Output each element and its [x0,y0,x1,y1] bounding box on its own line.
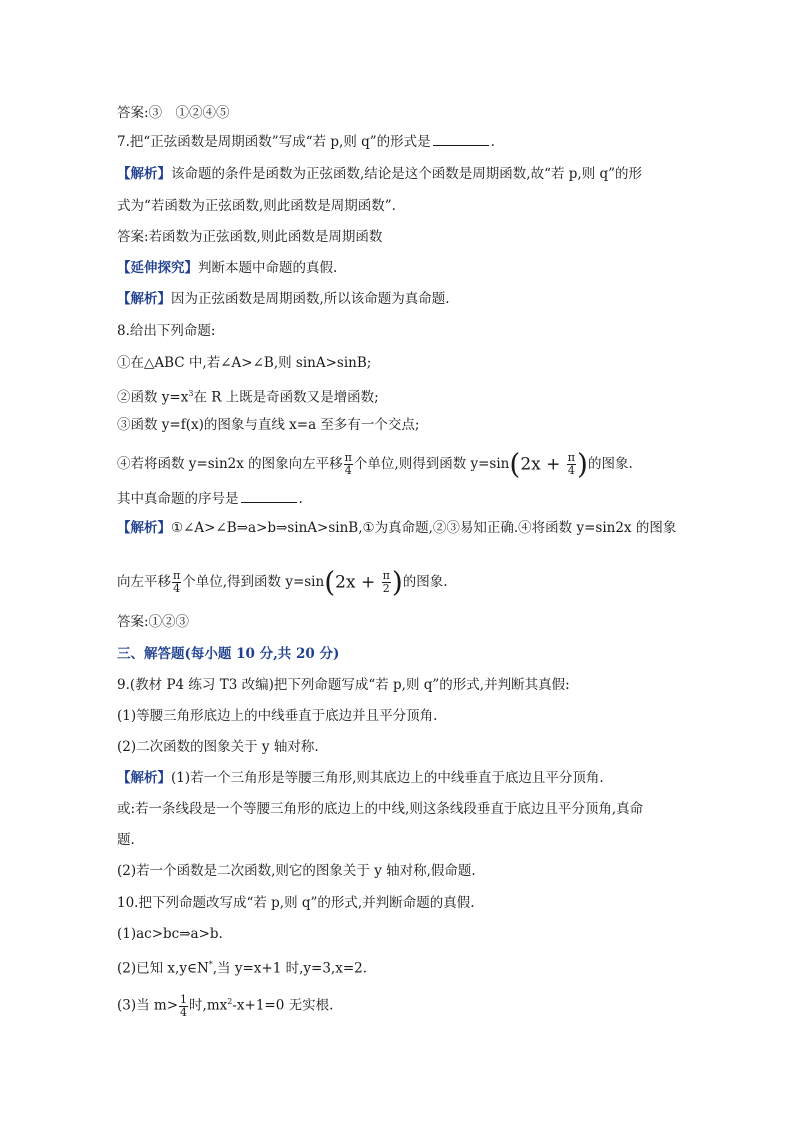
q9-analysis-1 [117,768,684,788]
right-paren: ) [391,565,403,599]
q8-analysis-line-1 [117,518,684,538]
q7-extend-analysis [117,289,684,309]
item-text: (3)当 m> [117,997,179,1014]
answer-label: 答案: [117,229,149,245]
prompt-end: . [298,491,303,507]
question-end: . [490,134,495,150]
analysis-tag: 【解析】 [117,520,171,536]
q10-item-3 [117,992,684,1019]
answer-label: 答案: [117,614,149,630]
q8-item-4 [117,447,684,481]
answer-value: 若函数为正弦函数,则此函数是周期函数 [148,229,383,245]
q10-item-1: (1)ac>bc⇒a>b. [117,926,223,942]
extend-text: 判断本题中命题的真假. [198,260,338,276]
analysis-tag: 【解析】 [117,291,171,307]
analysis-text: 个单位,得到函数 y=sin [182,574,325,590]
item-text: 的图象. [587,456,633,472]
q7-answer [117,227,684,247]
q8-item-1: ①在△ABC 中,若∠A>∠B,则 sinA>sinB; [117,355,372,371]
q8-title: 8.给出下列命题: [117,323,216,339]
item-text: ④若将函数 y=sin2x 的图象向左平移 [117,456,343,472]
superscript: * [208,960,213,969]
answer-label: 答案: [117,105,149,121]
answer-blank[interactable] [241,488,297,503]
analysis-tag: 【解析】 [117,166,171,182]
fraction-pi-over-2: $\frac{\pi}{2}$ [382,569,390,595]
q10-item-2 [117,955,684,979]
q9-item-2: (2)二次函数的图象关于 y 轴对称. [117,739,319,755]
q8-item-2 [117,384,684,408]
analysis-text: (1)若一个三角形是等腰三角形,则其底边上的中线垂直于底边且平分顶角. [171,770,604,786]
item-text: 时,mx [189,997,228,1014]
answer-value: ③ ①②④⑤ [148,105,230,121]
q7-analysis-line-1 [117,164,684,184]
q8-analysis-line-2 [117,565,684,599]
item-text: 在 R 上既是奇函数又是增函数; [193,389,379,406]
answer-6 [117,103,684,123]
q8-prompt [117,488,684,509]
question-number: 7. [117,134,130,150]
q9-analysis-2b: 题. [117,832,135,848]
superscript: 3 [188,389,194,398]
answer-value: ①②③ [148,614,190,630]
q9-title: 9.(教材 P4 练习 T3 改编)把下列命题写成“若 p,则 q”的形式,并判断其真假: [117,677,570,693]
fraction-pi-over-4: $\frac{\pi}{4}$ [344,451,352,477]
analysis-tag: 【解析】 [117,770,171,786]
q10-title: 10.把下列命题改写成“若 p,则 q”的形式,并判断命题的真假. [117,895,475,911]
answer-blank[interactable] [433,131,489,146]
item-text: ,当 y=x+1 时,y=3,x=2. [212,960,368,977]
item-text: ②函数 y=x [117,389,189,406]
analysis-text: 该命题的条件是函数为正弦函数,结论是这个函数是周期函数,故“若 p,则 q”的形 [171,166,643,182]
superscript: 2 [227,997,233,1006]
q9-analysis-3: (2)若一个函数是二次函数,则它的图象关于 y 轴对称,假命题. [117,863,476,879]
q8-item-3: ③函数 y=f(x)的图象与直线 x=a 至多有一个交点; [117,417,420,433]
analysis-text: 向左平移 [117,574,171,590]
argument: 2x + [520,454,566,475]
fraction-pi-over-4: $\frac{\pi}{4}$ [567,451,576,477]
fraction-1-over-4: $\frac{1}{4}$ [180,992,188,1019]
argument: 2x + [335,572,381,593]
item-text: 个单位,则得到函数 y=sin [353,456,510,472]
prompt-text: 其中真命题的序号是 [117,491,239,507]
q7-analysis-line-2 [117,196,684,216]
question-text: 把“正弦函数是周期函数”写成“若 p,则 q”的形式是 [129,134,431,150]
extend-tag: 【延伸探究】 [117,260,198,276]
left-paren: ( [509,447,521,481]
section-title: 三、解答题(每小题 10 分,共 20 分) [117,646,340,662]
analysis-text: 式为“若函数为正弦函数,则此函数是周期函数”. [117,198,396,214]
analysis-text: 的图象. [402,574,448,590]
item-text: (2)已知 x,y∈N [117,960,209,977]
analysis-text: ①∠A>∠B⇒a>b⇒sinA>sinB,①为真命题,②③易知正确.④将函数 y=sin2x 的图象 [171,520,677,536]
fraction-pi-over-4: $\frac{\pi}{4}$ [173,569,181,595]
left-paren: ( [324,565,336,599]
q9-analysis-2a: 或:若一条线段是一个等腰三角形的底边上的中线,则这条线段垂直于底边且平分顶角,真命 [117,801,644,817]
q8-answer [117,612,684,632]
question-7 [117,131,684,152]
analysis-text: 因为正弦函数是周期函数,所以该命题为真命题. [171,291,450,307]
q9-item-1: (1)等腰三角形底边上的中线垂直于底边并且平分顶角. [117,708,438,724]
q7-extend [117,258,684,278]
right-paren: ) [577,447,588,481]
item-text: -x+1=0 无实根. [232,997,334,1014]
